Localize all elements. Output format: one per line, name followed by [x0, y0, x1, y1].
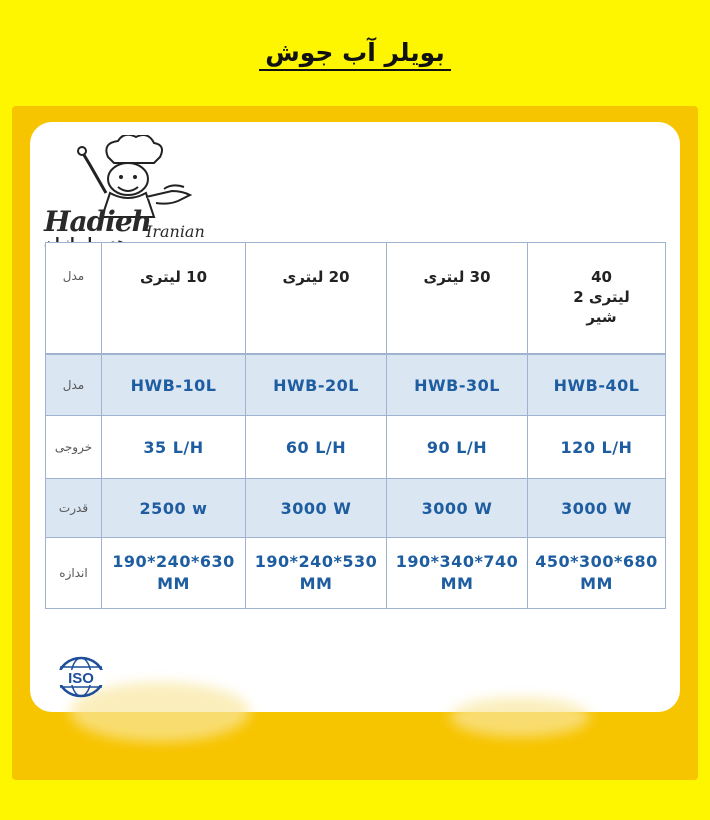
iso-badge — [56, 656, 106, 698]
output-cell: 120 L/H — [528, 416, 666, 479]
power-cell: 3000 W — [528, 479, 666, 538]
model-cell: HWB-30L — [387, 354, 528, 416]
size-cell: 190*240*530 MM — [246, 538, 387, 609]
output-cell: 60 L/H — [246, 416, 387, 479]
iso-globe-icon — [56, 656, 106, 698]
brand-latin: Hadieh — [44, 205, 151, 238]
table-row — [46, 479, 666, 538]
power-cell: 3000 W — [387, 479, 528, 538]
power-cell: 2500 w — [102, 479, 246, 538]
table-row — [46, 243, 666, 355]
row-label: قدرت — [46, 479, 102, 538]
output-cell: 35 L/H — [102, 416, 246, 479]
table-row — [46, 354, 666, 416]
page-title: بویلر آب جوش — [0, 38, 710, 67]
capacity-cell: 10 لیتری — [102, 243, 246, 355]
size-cell: 190*340*740 MM — [387, 538, 528, 609]
stain-decoration — [450, 697, 590, 737]
iso-label: ISO — [68, 670, 94, 687]
brand-latin-suffix: Iranian — [146, 222, 205, 241]
specs-table — [45, 242, 666, 609]
row-label: خروجی — [46, 416, 102, 479]
capacity-cell: 30 لیتری — [387, 243, 528, 355]
model-cell: HWB-20L — [246, 354, 387, 416]
row-label: مدل — [46, 354, 102, 416]
size-cell: 450*300*680 MM — [528, 538, 666, 609]
power-cell: 3000 W — [246, 479, 387, 538]
table-row — [46, 416, 666, 479]
row-label: مدل — [46, 243, 102, 355]
capacity-cell: 40 لیتری 2 شیر — [528, 243, 666, 355]
table-row — [46, 538, 666, 609]
row-label: اندازه — [46, 538, 102, 609]
model-cell: HWB-40L — [528, 354, 666, 416]
output-cell: 90 L/H — [387, 416, 528, 479]
model-cell: HWB-10L — [102, 354, 246, 416]
capacity-cell: 20 لیتری — [246, 243, 387, 355]
size-cell: 190*240*630 MM — [102, 538, 246, 609]
